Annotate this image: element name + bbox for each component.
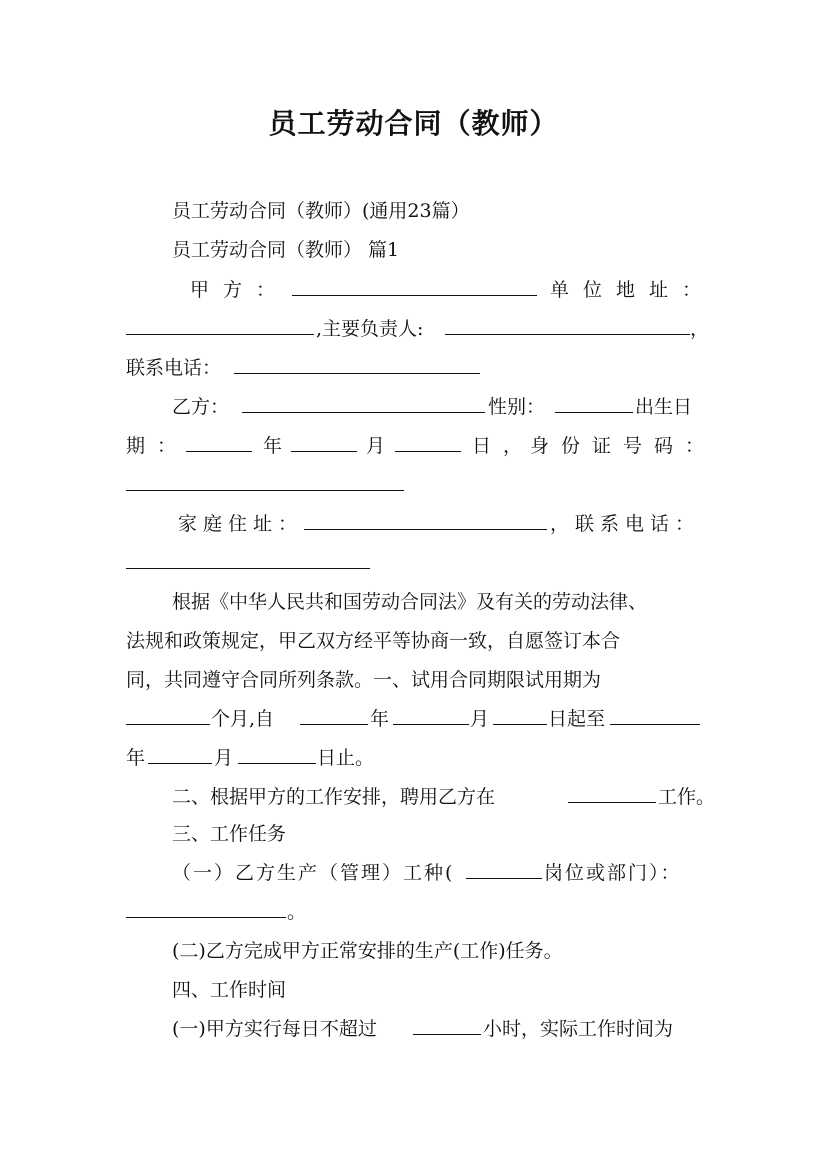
clause-4-1-text-end: 小时，实际工作时间为 (483, 1018, 674, 1040)
birth-label-part2: 期： (126, 435, 189, 457)
birth-month-blank (291, 433, 357, 452)
end-day-blank (238, 745, 316, 764)
section-heading: 员工劳动合同（教师） 篇1 (172, 239, 400, 261)
gender-blank (555, 394, 633, 413)
document-title: 员工劳动合同（教师） (268, 107, 559, 140)
birth-label-part1: 出生日 (635, 396, 693, 418)
clause-3-1-post: 岗位或部门）： (544, 862, 682, 884)
party-a-phone-blank (234, 355, 480, 374)
probation-months-blank (126, 706, 210, 725)
start-month-blank (393, 706, 469, 725)
party-a-phone-label: 联系电话： (126, 357, 222, 379)
clause-2-text: 二、根据甲方的工作安排，聘用乙方在 (172, 786, 496, 808)
paragraph-line: 法规和政策规定，甲乙双方经平等协商一致，自愿签订本合 (126, 630, 621, 652)
home-address-label: 家庭住址： (178, 513, 304, 535)
main-person-blank (445, 316, 690, 335)
unit-address-blank (126, 316, 314, 335)
clause-3-1-text: （一）乙方生产（管理）工种( (172, 862, 455, 884)
paragraph-line: 根据《中华人民共和国劳动合同法》及有关的劳动法律、 (172, 591, 648, 613)
start-day-blank (493, 706, 547, 725)
period-mark: 。 (287, 901, 307, 923)
end-month-blank (148, 745, 212, 764)
party-b-blank (242, 394, 485, 413)
month-label: 月 (470, 708, 490, 730)
home-address-blank (304, 511, 547, 530)
birth-day-blank (395, 433, 461, 452)
daily-hours-blank (413, 1016, 481, 1035)
end-year-blank (610, 706, 700, 725)
id-number-blank (126, 472, 404, 491)
work-position-blank (568, 784, 656, 803)
months-from-label: 个月,自 (211, 708, 275, 730)
clause-2-end: 工作。 (658, 786, 716, 808)
birth-year-blank (186, 433, 252, 452)
home-phone-blank (126, 550, 370, 569)
clause-3-2-text: (二)乙方完成甲方正常安排的生产(工作)任务。 (172, 940, 563, 962)
main-person-label: ,主要负责人: (316, 318, 424, 340)
gender-label: 性别： (488, 396, 546, 418)
job-type-blank (466, 860, 542, 879)
start-year-blank (300, 706, 368, 725)
subtitle-line: 员工劳动合同（教师）(通用23篇） (172, 200, 470, 222)
end-label: 日止。 (317, 747, 375, 769)
unit-address-label: 单位地址： (550, 279, 716, 301)
clause-3-heading: 三、工作任务 (172, 823, 287, 845)
comma: ， (690, 318, 710, 340)
clause-4-heading: 四、工作时间 (172, 979, 287, 1001)
party-b-label: 乙方： (172, 396, 230, 418)
year-label: 年 (126, 747, 146, 769)
home-phone-label: ，联系电话： (550, 513, 701, 535)
year-label: 年 (263, 435, 283, 457)
party-a-blank (292, 277, 537, 296)
department-blank (126, 899, 286, 918)
day-until-label: 日起至 (548, 708, 606, 730)
month-label: 月 (214, 747, 234, 769)
party-a-label: 甲方： (190, 279, 290, 301)
day-label: 日， (472, 435, 535, 457)
month-label: 月 (366, 435, 386, 457)
id-label: 身份证号码： (530, 435, 717, 457)
paragraph-line: 同，共同遵守合同所列条款。一、试用合同期限试用期为 (126, 669, 602, 691)
year-label: 年 (370, 708, 390, 730)
clause-4-1-text: (一)甲方实行每日不超过 (172, 1018, 377, 1040)
